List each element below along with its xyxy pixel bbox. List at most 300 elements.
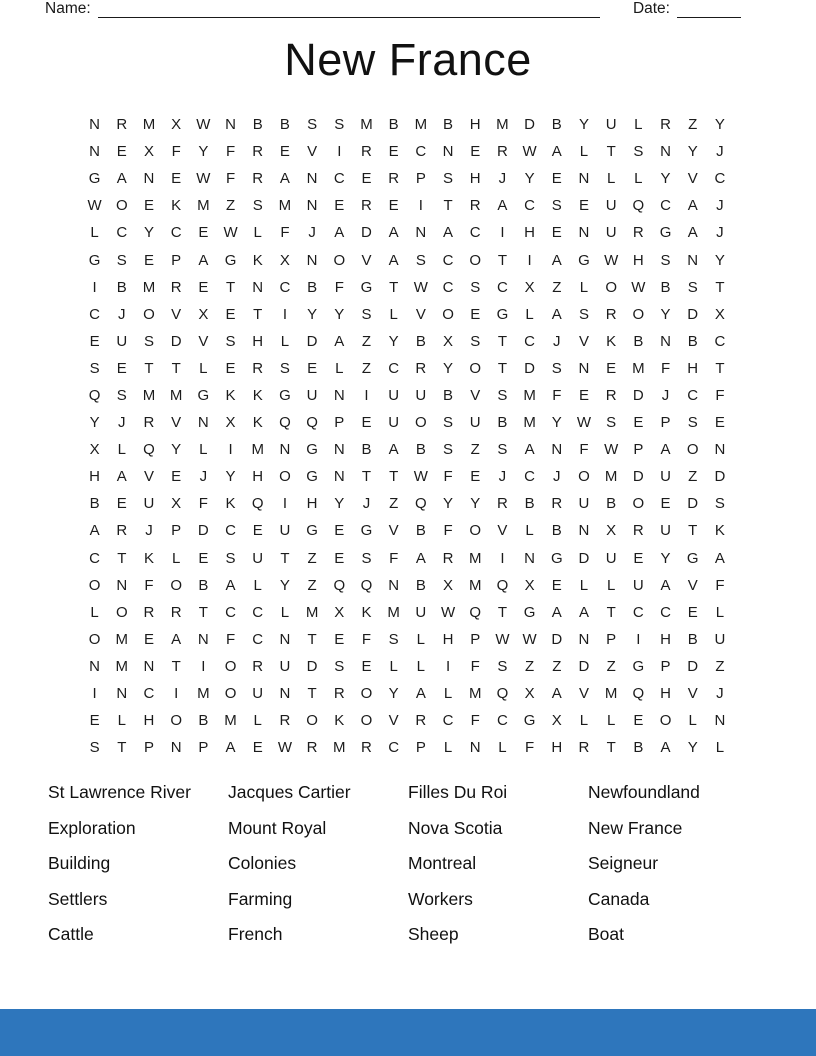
grid-letter: E xyxy=(252,739,263,757)
grid-letter: W xyxy=(277,739,292,757)
grid-letter: L xyxy=(171,549,181,567)
grid-letter: O xyxy=(442,305,454,323)
grid-letter: J xyxy=(118,305,126,323)
grid-letter: A xyxy=(89,522,100,540)
grid-letter: L xyxy=(90,224,99,242)
grid-letter: L xyxy=(606,576,616,594)
grid-letter: G xyxy=(88,170,101,188)
grid-letter: X xyxy=(524,278,535,296)
grid-letter: J xyxy=(145,522,153,540)
grid-letter: E xyxy=(334,197,345,215)
grid-letter: K xyxy=(361,603,372,621)
word-list-column xyxy=(408,781,588,959)
grid-letter: Z xyxy=(389,495,399,513)
grid-letter: T xyxy=(144,359,154,377)
grid-letter: O xyxy=(360,712,373,730)
grid-letter: B xyxy=(415,576,426,594)
grid-letter: W xyxy=(576,414,592,432)
grid-letter: F xyxy=(579,441,589,459)
grid-letter: U xyxy=(306,386,318,404)
grid-letter: F xyxy=(443,522,453,540)
grid-letter: G xyxy=(88,251,101,269)
grid-letter: R xyxy=(496,495,508,513)
grid-letter: V xyxy=(361,251,372,269)
grid-letter: C xyxy=(252,603,264,621)
grid-letter: A xyxy=(660,739,671,757)
grid-letter: Q xyxy=(279,414,291,432)
grid-letter: A xyxy=(551,143,562,161)
grid-letter: P xyxy=(334,414,345,432)
grid-letter: L xyxy=(634,116,643,134)
grid-letter: I xyxy=(364,386,369,404)
grid-letter: Y xyxy=(714,251,725,269)
grid-letter: A xyxy=(687,197,698,215)
grid-letter: Y xyxy=(660,305,671,323)
grid-letter: E xyxy=(606,359,617,377)
grid-letter: E xyxy=(660,495,671,513)
grid-letter: Y xyxy=(171,441,182,459)
grid-letter: S xyxy=(497,386,508,404)
grid-letter: N xyxy=(197,630,209,648)
grid-letter: O xyxy=(469,251,482,269)
grid-letter: T xyxy=(606,739,616,757)
grid-letter: U xyxy=(469,414,481,432)
grid-letter: M xyxy=(278,197,292,215)
grid-letter: B xyxy=(307,278,318,296)
grid-letter: E xyxy=(633,414,644,432)
grid-letter: E xyxy=(334,522,345,540)
word-list-item: Mount Royal xyxy=(228,817,327,838)
grid-letter: O xyxy=(686,441,699,459)
grid-letter: V xyxy=(687,576,698,594)
grid-letter: L xyxy=(579,278,589,296)
grid-letter: N xyxy=(143,170,155,188)
grid-letter: R xyxy=(660,116,671,134)
grid-letter: D xyxy=(306,332,318,350)
grid-letter: F xyxy=(334,278,344,296)
grid-letter: E xyxy=(171,170,182,188)
grid-letter: L xyxy=(90,603,99,621)
grid-letter: M xyxy=(115,657,129,675)
grid-letter: F xyxy=(715,576,725,594)
grid-letter: C xyxy=(632,603,644,621)
grid-letter: T xyxy=(389,278,399,296)
grid-letter: I xyxy=(92,278,97,296)
grid-letter: A xyxy=(171,630,182,648)
grid-letter: E xyxy=(171,468,182,486)
grid-letter: C xyxy=(225,522,236,540)
grid-letter: L xyxy=(579,143,589,161)
grid-letter: H xyxy=(469,116,481,134)
grid-letter: D xyxy=(687,657,699,675)
grid-letter: N xyxy=(333,386,345,404)
grid-letter: C xyxy=(660,603,671,621)
grid-letter: E xyxy=(116,143,127,161)
grid-letter: M xyxy=(632,359,645,377)
grid-letter: T xyxy=(225,278,236,296)
grid-letter: Q xyxy=(88,386,101,404)
grid-letter: R xyxy=(415,359,427,377)
grid-letter: U xyxy=(279,657,291,675)
grid-letter: G xyxy=(496,305,509,323)
grid-letter: B xyxy=(116,278,127,296)
grid-letter: N xyxy=(116,576,128,594)
word-list-item: Cattle xyxy=(48,924,94,945)
grid-letter: H xyxy=(632,251,644,269)
grid-letter: F xyxy=(361,630,372,648)
grid-letter: U xyxy=(388,386,400,404)
grid-letter: E xyxy=(225,305,236,323)
grid-letter: D xyxy=(687,495,699,513)
grid-letter: I xyxy=(282,495,287,513)
grid-letter: Q xyxy=(415,495,427,513)
grid-letter: U xyxy=(605,116,617,134)
grid-letter: A xyxy=(551,251,562,269)
grid-letter: M xyxy=(142,278,156,296)
grid-letter: Y xyxy=(660,170,671,188)
word-list-item: Newfoundland xyxy=(588,782,700,802)
grid-letter: E xyxy=(116,495,127,513)
grid-letter: X xyxy=(443,576,454,594)
grid-letter: B xyxy=(660,278,671,296)
grid-letter: S xyxy=(551,359,562,377)
grid-letter: N xyxy=(170,739,182,757)
grid-letter: T xyxy=(715,359,725,377)
grid-letter: A xyxy=(660,576,671,594)
grid-letter: Z xyxy=(715,657,725,675)
grid-letter: Q xyxy=(496,685,509,703)
grid-letter: C xyxy=(143,685,155,703)
grid-letter: O xyxy=(115,197,128,215)
puzzle-title: New France xyxy=(284,34,532,85)
grid-letter: X xyxy=(171,116,182,134)
grid-letter: T xyxy=(361,468,372,486)
grid-letter: R xyxy=(143,414,155,432)
grid-letter: R xyxy=(361,739,372,757)
grid-letter: S xyxy=(225,332,236,350)
grid-letter: J xyxy=(498,170,507,188)
grid-letter: Y xyxy=(143,224,154,242)
grid-letter: L xyxy=(606,712,616,730)
grid-letter: P xyxy=(606,630,617,648)
grid-letter: C xyxy=(279,278,291,296)
grid-letter: Z xyxy=(552,657,562,675)
grid-letter: U xyxy=(415,603,427,621)
grid-letter: D xyxy=(170,332,182,350)
grid-letter: T xyxy=(171,657,181,675)
grid-letter: S xyxy=(497,657,508,675)
grid-letter: Y xyxy=(578,116,589,134)
grid-letter: J xyxy=(308,224,316,242)
grid-letter: S xyxy=(116,251,127,269)
grid-letter: G xyxy=(550,549,563,567)
grid-letter: O xyxy=(415,414,427,432)
grid-letter: W xyxy=(196,170,211,188)
grid-letter: V xyxy=(578,332,589,350)
grid-letter: U xyxy=(714,630,726,648)
grid-letter: Q xyxy=(333,576,346,594)
grid-letter: W xyxy=(413,468,428,486)
grid-letter: N xyxy=(279,685,291,703)
grid-letter: E xyxy=(143,197,154,215)
grid-letter: V xyxy=(687,685,698,703)
grid-letter: I xyxy=(174,685,179,703)
grid-letter: Y xyxy=(279,576,290,594)
grid-letter: S xyxy=(497,441,508,459)
grid-letter: F xyxy=(660,359,671,377)
grid-letter: Y xyxy=(687,143,698,161)
grid-letter: X xyxy=(551,712,562,730)
grid-letter: W xyxy=(495,630,510,648)
grid-letter: S xyxy=(116,386,127,404)
grid-letter: Q xyxy=(306,414,318,432)
grid-letter: H xyxy=(469,170,481,188)
name-label: Name: xyxy=(45,0,91,17)
grid-letter: A xyxy=(497,197,508,215)
grid-letter: R xyxy=(279,712,291,730)
grid-letter: P xyxy=(171,522,182,540)
grid-letter: E xyxy=(578,197,589,215)
grid-letter: O xyxy=(224,685,237,703)
grid-letter: G xyxy=(197,386,210,404)
word-list-item: Canada xyxy=(588,888,650,909)
grid-letter: C xyxy=(714,332,726,350)
grid-letter: Y xyxy=(89,414,100,432)
letter-grid xyxy=(81,111,734,761)
grid-letter: M xyxy=(468,549,482,567)
grid-letter: R xyxy=(388,170,400,188)
grid-letter: Q xyxy=(496,576,509,594)
grid-letter: G xyxy=(360,278,373,296)
grid-letter: L xyxy=(634,170,643,188)
grid-letter: Z xyxy=(470,441,480,459)
grid-letter: E xyxy=(470,468,481,486)
grid-letter: U xyxy=(252,685,264,703)
grid-letter: N xyxy=(578,522,590,540)
grid-letter: V xyxy=(497,522,508,540)
grid-letter: Z xyxy=(688,116,698,134)
grid-letter: J xyxy=(716,143,724,161)
grid-letter: R xyxy=(306,739,318,757)
grid-letter: H xyxy=(660,630,671,648)
grid-letter: F xyxy=(198,495,208,513)
grid-letter: J xyxy=(498,468,507,486)
grid-letter: V xyxy=(171,305,182,323)
grid-letter: B xyxy=(279,116,290,134)
grid-letter: J xyxy=(118,414,126,432)
grid-letter: R xyxy=(252,657,264,675)
grid-letter: G xyxy=(523,712,536,730)
grid-letter: R xyxy=(252,170,264,188)
grid-letter: M xyxy=(142,386,156,404)
grid-letter: C xyxy=(524,332,536,350)
grid-letter: G xyxy=(659,224,672,242)
grid-letter: Y xyxy=(388,685,399,703)
grid-letter: N xyxy=(415,224,427,242)
grid-letter: G xyxy=(360,522,373,540)
grid-letter: P xyxy=(470,630,481,648)
grid-letter: C xyxy=(89,305,101,323)
grid-letter: D xyxy=(361,224,372,242)
word-list-item: Boat xyxy=(588,924,624,945)
grid-letter: D xyxy=(578,549,590,567)
date-label: Date: xyxy=(632,0,670,17)
grid-letter: S xyxy=(279,359,290,377)
grid-letter: N xyxy=(578,224,590,242)
grid-letter: G xyxy=(632,657,645,675)
grid-letter: C xyxy=(415,143,427,161)
grid-letter: C xyxy=(496,712,508,730)
grid-letter: L xyxy=(117,712,126,730)
grid-letter: H xyxy=(89,468,101,486)
grid-letter: V xyxy=(198,332,209,350)
grid-letter: S xyxy=(633,143,644,161)
grid-letter: D xyxy=(524,359,536,377)
grid-letter: T xyxy=(307,630,317,648)
grid-letter: F xyxy=(715,386,725,404)
grid-letter: U xyxy=(660,522,671,540)
grid-letter: P xyxy=(633,441,644,459)
grid-letter: N xyxy=(197,414,209,432)
grid-letter: N xyxy=(306,251,318,269)
grid-letter: A xyxy=(415,685,426,703)
grid-letter: N xyxy=(333,441,345,459)
grid-letter: S xyxy=(225,549,236,567)
date-blank-line xyxy=(677,2,741,18)
grid-letter: X xyxy=(524,685,535,703)
grid-letter: X xyxy=(198,305,209,323)
grid-letter: L xyxy=(199,359,208,377)
grid-letter: O xyxy=(279,468,291,486)
grid-letter: J xyxy=(716,224,724,242)
grid-letter: L xyxy=(443,685,453,703)
grid-letter: L xyxy=(117,441,126,459)
grid-letter: B xyxy=(687,630,698,648)
grid-letter: S xyxy=(443,441,454,459)
grid-letter: A xyxy=(334,332,345,350)
grid-letter: X xyxy=(279,251,290,269)
grid-letter: L xyxy=(416,630,426,648)
grid-letter: G xyxy=(523,603,536,621)
grid-letter: M xyxy=(142,116,156,134)
grid-letter: A xyxy=(415,549,426,567)
word-list-item: Seigneur xyxy=(588,853,659,874)
grid-letter: I xyxy=(228,441,233,459)
grid-letter: M xyxy=(197,197,210,215)
grid-letter: U xyxy=(632,576,644,594)
grid-letter: C xyxy=(89,549,101,567)
grid-letter: D xyxy=(687,305,699,323)
grid-letter: N xyxy=(333,468,345,486)
grid-letter: K xyxy=(171,197,182,215)
grid-letter: Y xyxy=(334,305,345,323)
grid-letter: Y xyxy=(388,332,399,350)
grid-letter: R xyxy=(333,685,345,703)
grid-letter: U xyxy=(279,522,291,540)
grid-letter: T xyxy=(117,739,127,757)
grid-letter: Y xyxy=(470,495,481,513)
word-list-item: St Lawrence River xyxy=(48,782,191,802)
grid-letter: W xyxy=(440,603,456,621)
grid-letter: U xyxy=(605,224,617,242)
grid-letter: B xyxy=(606,495,617,513)
grid-letter: N xyxy=(660,332,671,350)
grid-letter: J xyxy=(716,685,724,703)
grid-letter: V xyxy=(388,712,399,730)
grid-letter: L xyxy=(280,603,290,621)
grid-letter: V xyxy=(687,170,698,188)
word-list-item: Sheep xyxy=(408,924,459,945)
grid-letter: R xyxy=(578,739,590,757)
grid-letter: B xyxy=(443,386,454,404)
grid-letter: J xyxy=(553,332,561,350)
grid-letter: X xyxy=(443,332,454,350)
grid-letter: W xyxy=(196,116,211,134)
grid-letter: E xyxy=(388,143,399,161)
grid-letter: L xyxy=(416,657,426,675)
grid-letter: C xyxy=(170,224,182,242)
grid-letter: N xyxy=(225,116,236,134)
grid-letter: Y xyxy=(524,170,535,188)
grid-letter: I xyxy=(500,224,505,242)
grid-letter: R xyxy=(143,603,155,621)
grid-letter: P xyxy=(415,739,426,757)
header-row xyxy=(45,0,741,18)
grid-letter: M xyxy=(251,441,264,459)
grid-letter: T xyxy=(171,359,181,377)
grid-letter: C xyxy=(442,712,454,730)
grid-letter: C xyxy=(524,468,536,486)
grid-letter: S xyxy=(687,278,698,296)
grid-letter: R xyxy=(469,197,481,215)
grid-letter: F xyxy=(225,170,236,188)
grid-letter: S xyxy=(606,414,617,432)
grid-letter: S xyxy=(415,251,426,269)
grid-letter: B xyxy=(361,441,372,459)
grid-letter: H xyxy=(660,685,671,703)
grid-letter: R xyxy=(415,712,427,730)
grid-letter: E xyxy=(361,414,372,432)
grid-letter: B xyxy=(89,495,100,513)
grid-letter: R xyxy=(252,143,264,161)
grid-letter: T xyxy=(307,685,317,703)
grid-letter: N xyxy=(279,630,291,648)
grid-letter: M xyxy=(468,576,482,594)
grid-letter: Z xyxy=(361,332,372,350)
grid-letter: S xyxy=(334,657,345,675)
grid-letter: C xyxy=(388,739,400,757)
grid-letter: L xyxy=(253,224,262,242)
grid-letter: B xyxy=(415,332,426,350)
grid-letter: S xyxy=(252,197,263,215)
grid-letter: S xyxy=(551,197,562,215)
grid-letter: E xyxy=(633,549,644,567)
grid-letter: Y xyxy=(307,305,318,323)
grid-letter: N xyxy=(551,441,563,459)
grid-letter: C xyxy=(388,359,400,377)
grid-letter: Q xyxy=(360,576,373,594)
grid-letter: C xyxy=(225,603,236,621)
grid-letter: G xyxy=(686,549,699,567)
grid-letter: S xyxy=(143,332,154,350)
grid-letter: E xyxy=(89,332,100,350)
grid-letter: Q xyxy=(143,441,155,459)
word-list-item: Farming xyxy=(228,888,293,909)
grid-letter: B xyxy=(198,576,209,594)
grid-letter: R xyxy=(170,603,182,621)
grid-letter: C xyxy=(714,170,726,188)
grid-letter: Y xyxy=(660,549,671,567)
